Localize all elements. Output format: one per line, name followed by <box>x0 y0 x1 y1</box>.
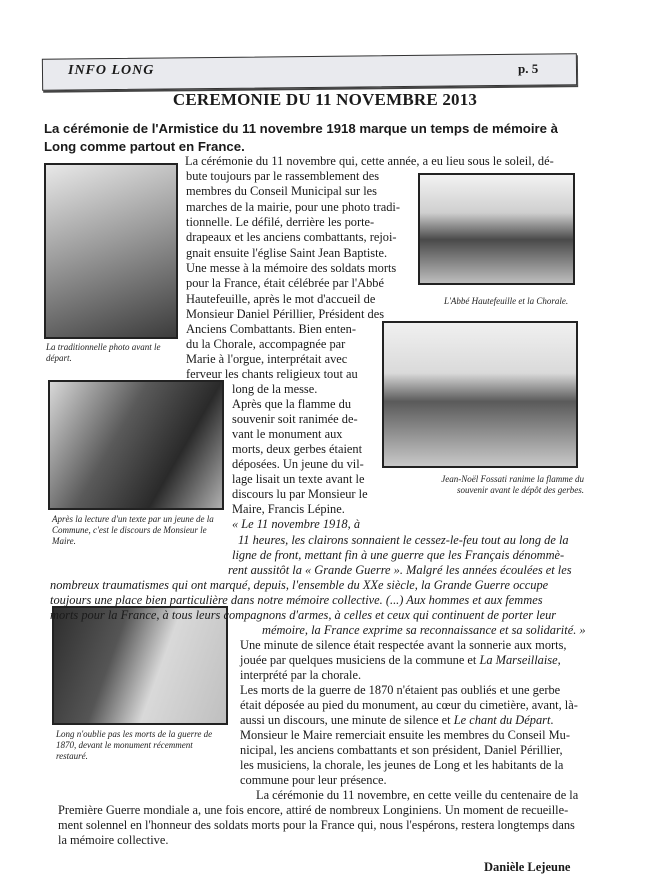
text-line: interprété par la chorale. <box>240 668 362 682</box>
text-line: lage lisait un texte avant le <box>232 472 365 486</box>
text-line: discours lu par Monsieur le <box>232 487 368 501</box>
photo-flame-ranimation <box>382 321 578 468</box>
photo-group-before-departure <box>44 163 178 339</box>
author-signature: Danièle Lejeune <box>484 860 571 874</box>
photo-caption: Long n'oublie pas les morts de la guerre de 1870, devant le monument récemment restauré. <box>56 729 213 761</box>
text-fragment: aussi un discours, une minute de silence et <box>240 713 454 727</box>
text-line: membres du Conseil Municipal sur les <box>186 184 377 198</box>
song-title: La Marseillaise <box>479 653 558 667</box>
text-line: Une minute de silence était respectée avant la sonnerie aux morts, <box>240 638 567 652</box>
text-line: les musiciens, la chorale, les jeunes de Long et les habitants de la <box>240 758 564 772</box>
text-line: ment solennel en l'honneur des soldats morts pour la France qui, nous l'espérons, restera longtemps dans <box>58 818 575 832</box>
text-line: souvenir soit ranimée de- <box>232 412 358 426</box>
text-line: Après que la flamme du <box>232 397 352 411</box>
text-line <box>240 713 554 728</box>
article-lead: La cérémonie de l'Armistice du 11 novembre 1918 marque un temps de mémoire à Long comme partout en France. <box>44 121 558 154</box>
photo-caption: La traditionnelle photo avant le départ. <box>46 342 161 363</box>
text-line: pour la France, était célébrée par l'Abbé <box>186 276 384 290</box>
quote-line: morts pour la France, à tous leurs compagnons d'armes, à celles et ceux qui continuent de porter leur <box>50 608 557 622</box>
text-line: long de la messe. <box>232 382 318 396</box>
photo-caption: Jean-Noël Fossati ranime la flamme du souvenir avant le dépôt des gerbes. <box>441 474 584 495</box>
photo-caption: Après la lecture d'un texte par un jeune de la Commune, c'est le discours de Monsieur le Maire. <box>52 514 214 546</box>
text-fragment: , <box>557 653 561 667</box>
text-line: morts, deux gerbes étaient <box>232 442 363 456</box>
text-line: Marie à l'orgue, interprétait avec <box>186 352 348 366</box>
photo-1870-monument <box>52 606 228 725</box>
text-line: ferveur les chants religieux tout au <box>186 367 358 381</box>
text-line: Première Guerre mondiale a, une fois encore, attiré de nombreux Longiniens. Un moment de recueille- <box>58 803 569 817</box>
text-line: La cérémonie du 11 novembre qui, cette année, a eu lieu sous le soleil, dé- <box>185 154 554 168</box>
text-line: du la Chorale, accompagnée par <box>186 337 346 351</box>
quote-line: toujours une place bien particulière dans notre mémoire collective. (...) Aux hommes et aux femmes <box>50 593 543 607</box>
photo-caption: L'Abbé Hautefeuille et la Chorale. <box>444 296 569 306</box>
quote-line: 11 heures, les clairons sonnaient le cessez-le-feu tout au long de la <box>238 533 569 547</box>
text-line: tionnelle. Le défilé, derrière les porte- <box>186 215 375 229</box>
quote-line: ligne de front, mettant fin à une guerre que les Français dénommè- <box>232 548 565 562</box>
newsletter-name: INFO LONG <box>68 63 155 78</box>
photo-abbe-and-choir <box>418 173 575 285</box>
text-line: Monsieur Daniel Périllier, Président des <box>186 307 385 321</box>
text-line: Maire, Francis Lépine. <box>232 502 345 516</box>
text-line: commune pour leur présence. <box>240 773 387 787</box>
quote-line: nombreux traumatismes qui ont marqué, depuis, l'ensemble du XXe siècle, la Grande Guerre occupe <box>50 578 549 592</box>
text-line: Monsieur le Maire remerciait ensuite les membres du Conseil Mu- <box>240 728 570 742</box>
text-line <box>240 653 561 668</box>
text-line: nicipal, les anciens combattants et son président, Daniel Périllier, <box>240 743 563 757</box>
photo-mayor-speech <box>48 380 224 510</box>
article-title: CEREMONIE DU 11 NOVEMBRE 2013 <box>172 90 478 109</box>
quote-line: « Le 11 novembre 1918, à <box>232 517 361 531</box>
text-fragment: . <box>550 713 554 727</box>
text-line: la mémoire collective. <box>58 833 169 847</box>
text-line: était déposée au pied du monument, au cœur du cimetière, avant, là- <box>240 698 578 712</box>
text-line: marches de la mairie, pour une photo tradi- <box>186 200 401 214</box>
quote-line: rent aussitôt la « Grande Guerre ». Malgré les années écoulées et les <box>228 563 572 577</box>
text-fragment: jouée par quelques musiciens de la commune et <box>240 653 480 667</box>
text-line: gnait ensuite l'église Saint Jean Baptiste. <box>186 246 388 260</box>
song-title: Le chant du Départ <box>453 713 551 727</box>
text-line: Les morts de la guerre de 1870 n'étaient pas oubliés et une gerbe <box>240 683 561 697</box>
text-line: La cérémonie du 11 novembre, en cette veille du centenaire de la <box>256 788 579 802</box>
text-line: drapeaux et les anciens combattants, rejoi- <box>186 230 397 244</box>
text-line: Une messe à la mémoire des soldats morts <box>186 261 397 275</box>
text-line: bute toujours par le rassemblement des <box>186 169 380 183</box>
text-line: déposées. Un jeune du vil- <box>232 457 364 471</box>
quote-line: mémoire, la France exprime sa reconnaissance et sa solidarité. » <box>262 623 586 637</box>
text-line: Hautefeuille, après le mot d'accueil de <box>186 292 376 306</box>
page-number: p. 5 <box>518 61 539 76</box>
text-line: vant le monument aux <box>232 427 343 441</box>
text-line: Anciens Combattants. Bien enten- <box>186 322 356 336</box>
